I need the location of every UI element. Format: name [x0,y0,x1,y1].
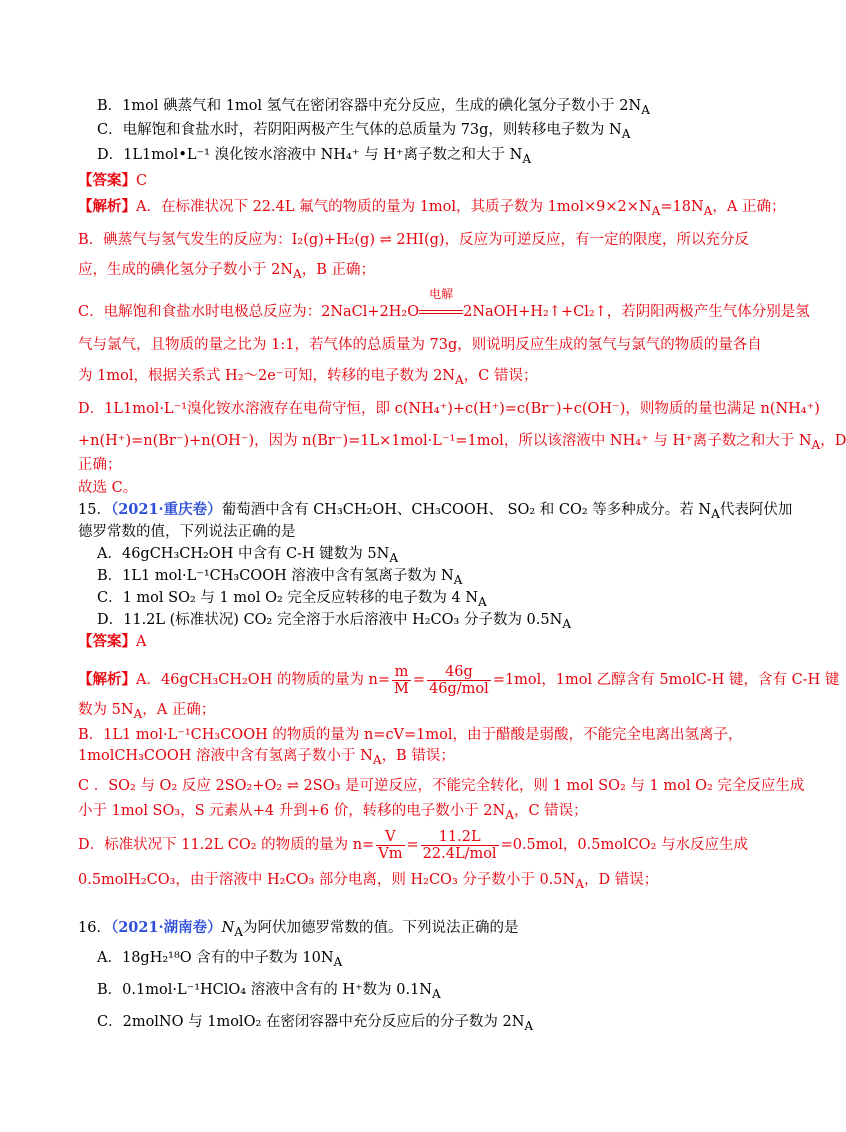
fraction-V-over-Vm: $\frac{V}{Vm}$ [378,828,403,862]
fraction-m-over-M: $\frac{m}{M}$ [394,663,409,697]
q15-analysis-d-2: 0.5molH₂CO₃，由于溶液中 H₂CO₃ 部分电离，则 H₂CO₃ 分子数小于 $0.5N_A$，D 错误； [78,872,659,891]
q15-analysis-c-1: C ．SO₂ 与 O₂ 反应 2SO₂+O₂ ⇌ 2SO₃ 是可逆反应，不能完全转化，则 1 mol SO₂ 与 1 mol O₂ 完全反应生成 [78,778,805,794]
prev-option-b: B．1mol 碘蒸气和 1mol 氢气在密闭容器中充分反应，生成的碘化氢分子数小于 $2N_A$ [97,98,650,117]
q16-option-a: A．18gH₂¹⁸O 含有的中子数为 $10N_A$ [97,950,343,969]
q15-option-b: B．1L1 mol·L⁻¹CH₃COOH 溶液中含有氢离子数为 $N_A$ [97,568,463,587]
prev-analysis-a: 【解析】A．在标准状况下 22.4L 氟气的物质的量为 1mol，其质子数为 $1mol\times 9\times 2\times N_A=18N_A$，A 正确； [78,198,786,218]
prev-analysis-d-1: D．1L1mol·L⁻¹溴化铵水溶液存在电荷守恒，即 c(NH₄⁺)+c(H⁺)=c(Br⁻)+c(OH⁻)，则物质的量也满足 n(NH₄⁺) [78,401,820,417]
prev-analysis-b-2: 应，生成的碘化氢分子数小于 $2N_A$，B 正确； [78,262,376,281]
q15-option-c: C．1 mol SO₂ 与 1 mol O₂ 完全反应转移的电子数为 4 $N_A$ [97,590,487,609]
prev-analysis-c-2: 气与氯气，且物质的量之比为 1:1，若气体的总质量为 73g，则说明反应生成的氢气与氯气的物质的量各自 [78,337,762,353]
q15-option-d: D．11.2L (标准状况) CO₂ 完全溶于水后溶液中 H₂CO₃ 分子数为 $0.5N_A$ [97,612,572,631]
q15-stem-1: 15．（2021·重庆卷）葡萄酒中含有 CH₃CH₂OH、CH₃COOH、 SO₂ 和 CO₂ 等多种成分。若 $N_A$代表阿伏加 [78,501,793,521]
prev-analysis-c-3: 为 1mol，根据关系式 H₂～2e⁻可知，转移的电子数为 $2N_A$，C 错误； [78,368,538,387]
q15-answer: 【答案】A [78,633,147,650]
prev-analysis-b-1: B．碘蒸气与氢气发生的反应为：I₂(g)+H₂(g) ⇌ 2HI(g)，反应为可逆反应，有一定的限度，所以充分反 [78,232,750,248]
prev-analysis-conclusion: 故选 C。 [78,480,138,496]
prev-analysis-c-1: C．电解饱和食盐水时电极总反应为：2NaCl+2H₂O 电解 2NaOH+H₂↑+Cl₂↑，若阴阳两极产生气体分别是氢 [78,287,810,320]
q15-analysis-a-2: 数为 $5N_A$，A 正确； [78,702,216,721]
prev-option-d: D．1L1mol•L⁻¹ 溴化铵水溶液中 NH₄⁺ 与 H⁺离子数之和大于 $N_A$ [97,147,532,166]
prev-analysis-d-3: 正确； [78,457,122,473]
q15-analysis-c-2: 小于 1mol SO₃，S 元素从+4 升到+6 价，转移的电子数小于 $2N_A$，C 错误； [78,803,588,822]
q16-option-c: C．2molNO 与 1molO₂ 在密闭容器中充分反应后的分子数为 $2N_A$ [97,1014,534,1033]
fraction-11-2L-over-22-4Lmol: $\frac{11.2L}{\text{22.4L/mol}}$ [422,828,497,862]
q15-analysis-b-1: B．1L1 mol·L⁻¹CH₃COOH 的物质的量为 n=cV=1mol，由于醋酸是弱酸，不能完全电离出氢离子， [78,727,743,743]
q16-stem: 16．（2021·湖南卷）$N_A$为阿伏加德罗常数的值。下列说法正确的是 [78,919,519,939]
q16-option-b: B．0.1mol·L⁻¹HClO₄ 溶液中含有的 H⁺数为 $0.1N_A$ [97,982,441,1001]
electrolysis-arrow: 电解 [419,302,463,322]
q15-option-a: A．46gCH₃CH₂OH 中含有 C-H 键数为 $5N_A$ [97,546,399,565]
q15-analysis-d-1: D．标准状况下 11.2L CO₂ 的物质的量为 n= $\frac{V}{Vm}$ = $\frac{11.2L}{\text{22.4L/mol}}$ =0.5mol，0.5molCO₂ 与水反应生成 [78,828,748,862]
q15-stem-2: 德罗常数的值，下列说法正确的是 [78,524,296,540]
q15-analysis-a-1: 【解析】A．46gCH₃CH₂OH 的物质的量为 n= $\frac{m}{M}$ = $\frac{46g}{\text{46g/mol}}$ =1mol，1mol 乙醇含有 5molC-H 键，含有 C-H 键 [78,663,840,697]
q15-analysis-b-2: 1molCH₃COOH 溶液中含有氢离子数小于 $N_A$，B 错误； [78,748,455,767]
prev-option-c: C．电解饱和食盐水时，若阴阳两极产生气体的总质量为 73g，则转移电子数为 $N_A$ [97,122,631,141]
fraction-46g-over-46gmol: $\frac{46g}{\text{46g/mol}}$ [429,663,489,697]
prev-answer: 【答案】C [78,172,148,189]
prev-analysis-d-2: +n(H⁺)=n(Br⁻)+n(OH⁻)，因为 n(Br⁻)=1L×1mol·L⁻¹=1mol，所以该溶液中 NH₄⁺ 与 H⁺离子数之和大于 $N_A$，D [78,433,846,452]
